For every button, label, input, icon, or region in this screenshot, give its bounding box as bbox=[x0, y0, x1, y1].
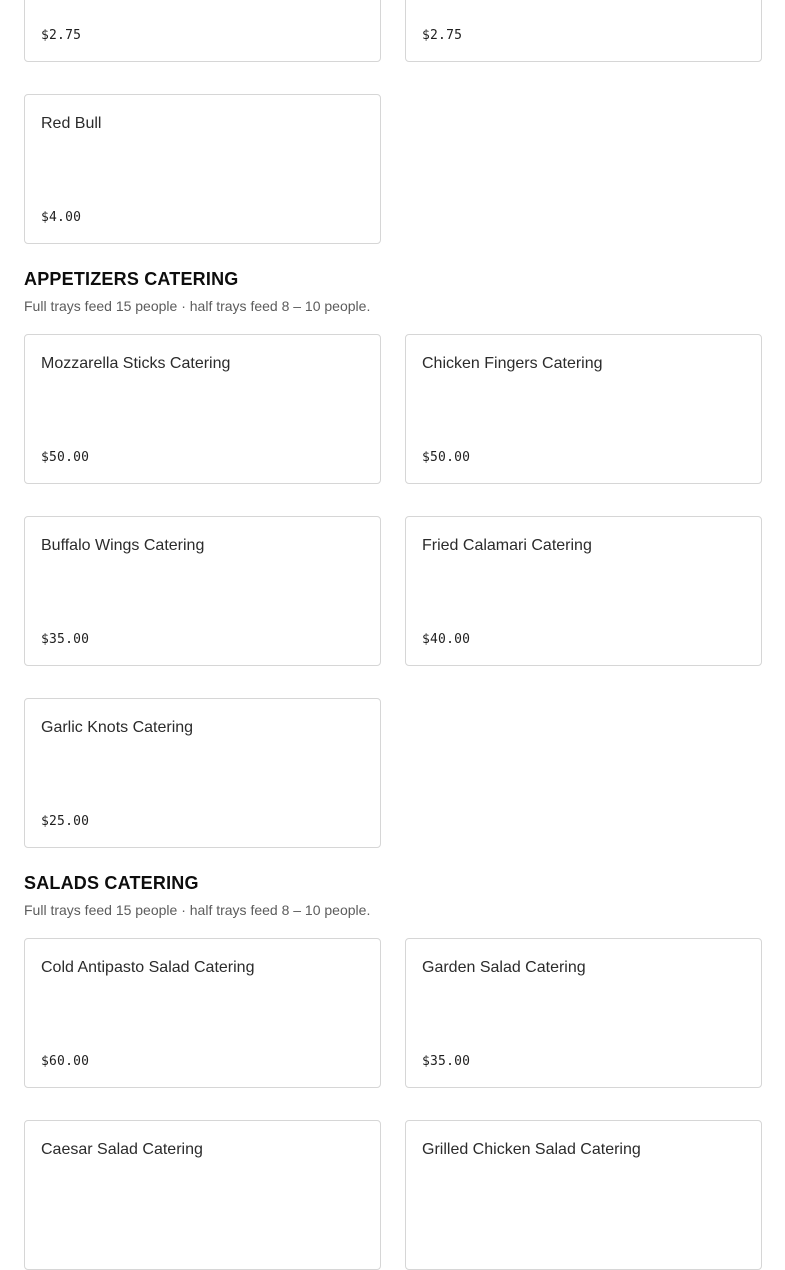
menu-item-card-garden-salad[interactable] bbox=[405, 938, 762, 1088]
menu-item-name: Cold Antipasto Salad Catering bbox=[41, 959, 255, 976]
menu-item-price: $2.75 bbox=[422, 28, 463, 43]
menu-item-card[interactable] bbox=[24, 0, 381, 62]
menu-item-name: Red Bull bbox=[41, 115, 102, 132]
menu-item-price: $50.00 bbox=[41, 450, 90, 465]
menu-item-price: $60.00 bbox=[41, 1054, 90, 1069]
menu-item-name: Garlic Knots Catering bbox=[41, 719, 194, 736]
menu-item-price: $50.00 bbox=[422, 450, 471, 465]
menu-item-name: Fried Calamari Catering bbox=[422, 537, 592, 554]
menu-item-card-garlic-knots[interactable] bbox=[24, 698, 381, 848]
section-subtitle-appetizers: Full trays feed 15 people · half trays feed 8 – 10 people. bbox=[24, 298, 371, 314]
menu-item-name: Mozzarella Sticks Catering bbox=[41, 355, 231, 372]
menu-item-price: $35.00 bbox=[422, 1054, 471, 1069]
menu-item-price: $35.00 bbox=[41, 632, 90, 647]
menu-item-name: Grilled Chicken Salad Catering bbox=[422, 1141, 641, 1158]
menu-item-card-chicken-fingers[interactable] bbox=[405, 334, 762, 484]
menu-item-card-cold-antipasto-salad[interactable] bbox=[24, 938, 381, 1088]
menu-item-card-caesar-salad[interactable] bbox=[24, 1120, 381, 1270]
menu-item-name: Caesar Salad Catering bbox=[41, 1141, 203, 1158]
menu-item-card-fried-calamari[interactable] bbox=[405, 516, 762, 666]
menu-item-price: $25.00 bbox=[41, 814, 90, 829]
menu-item-card-grilled-chicken-salad[interactable] bbox=[405, 1120, 762, 1270]
menu-item-name: Chicken Fingers Catering bbox=[422, 355, 603, 372]
menu-item-price: $40.00 bbox=[422, 632, 471, 647]
section-title-appetizers: APPETIZERS CATERING bbox=[24, 269, 239, 289]
menu-item-price: $2.75 bbox=[41, 28, 82, 43]
section-title-salads: SALADS CATERING bbox=[24, 873, 199, 893]
menu-item-card-red-bull[interactable] bbox=[24, 94, 381, 244]
menu-item-card-buffalo-wings[interactable] bbox=[24, 516, 381, 666]
menu-item-name: Buffalo Wings Catering bbox=[41, 537, 205, 554]
menu-item-name: Garden Salad Catering bbox=[422, 959, 586, 976]
menu-item-card[interactable] bbox=[405, 0, 762, 62]
menu-item-card-mozzarella-sticks[interactable] bbox=[24, 334, 381, 484]
section-subtitle-salads: Full trays feed 15 people · half trays feed 8 – 10 people. bbox=[24, 902, 371, 918]
menu-item-price: $4.00 bbox=[41, 210, 82, 225]
